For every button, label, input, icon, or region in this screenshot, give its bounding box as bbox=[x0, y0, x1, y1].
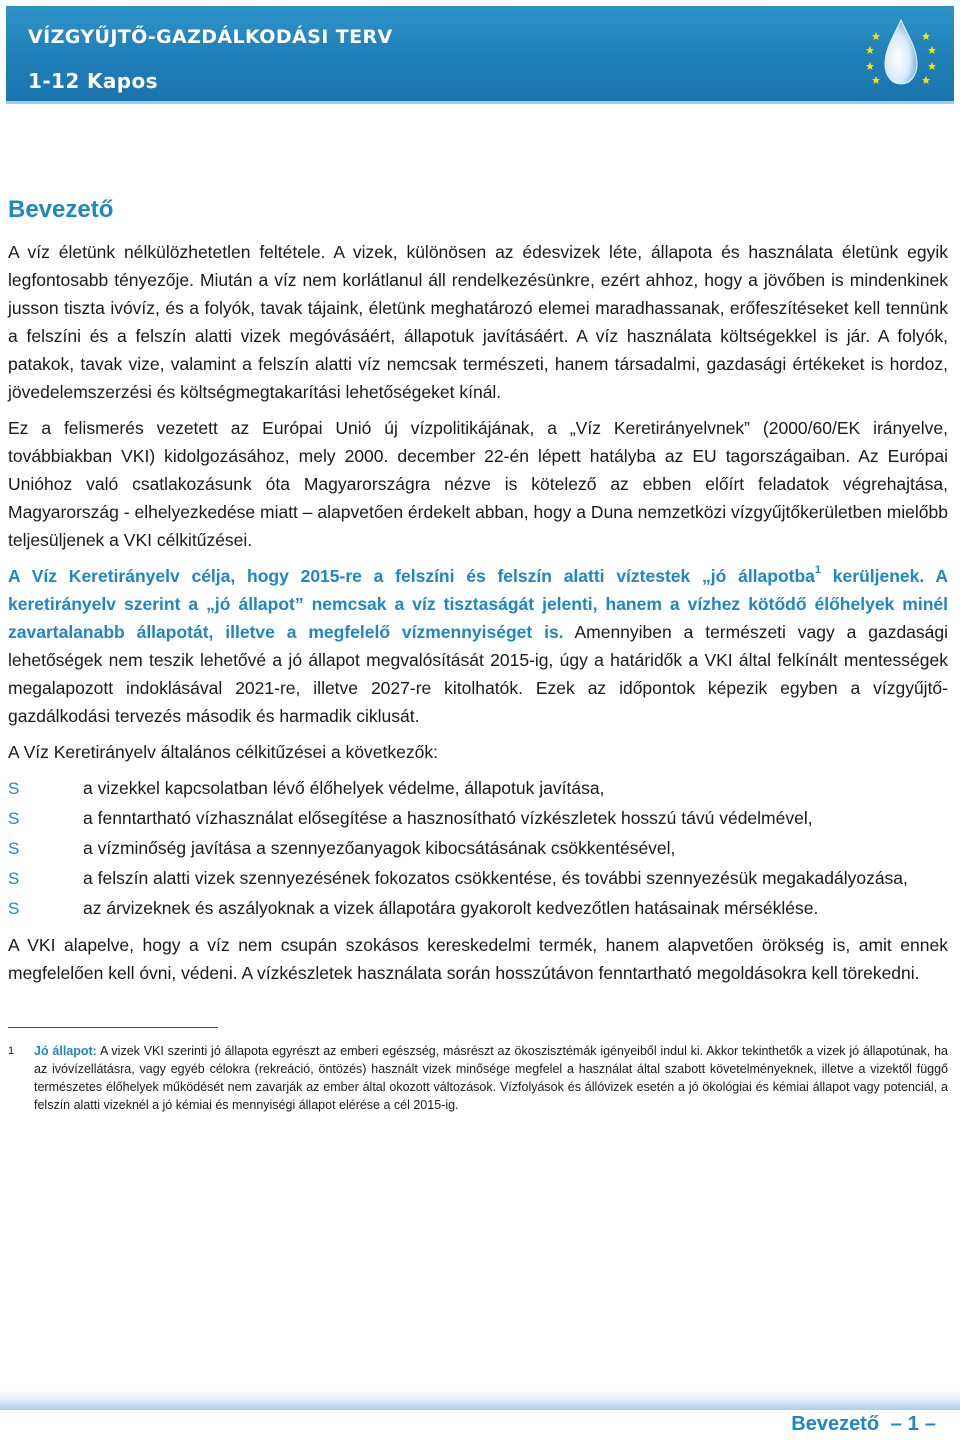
list-item: S a vízminőség javítása a szennyezőanyagok kibocsátásának csökkentésével, bbox=[8, 836, 948, 861]
page-header bbox=[6, 6, 954, 104]
list-item: S az árvizeknek és aszályoknak a vizek állapotára gyakorolt kedvezőtlen hatásainak mérséklése. bbox=[8, 896, 948, 921]
list-item: S a felszín alatti vizek szennyezésének fokozatos csökkentése, és további szennyezésük megakadályozása, bbox=[8, 866, 948, 891]
page-footer bbox=[791, 1413, 942, 1436]
goal-paragraph bbox=[8, 562, 948, 730]
water-drop-bullet-icon: S bbox=[8, 809, 20, 828]
deadline-text: Amennyiben a természeti vagy a gazdasági lehetőségek nem teszik lehetővé a jó állapot megvalósítását 2015-ig, úgy a határidők a VKI által felkínált mentességek megalapozott indoklásával 2021-re, illetve 2027-re kitolhatók. Ezek az időpontok képezik egyben a vízgyűjtő-gazdálkodási tervezés második és harmadik ciklusát. bbox=[8, 622, 949, 726]
footer-dash: – bbox=[924, 1413, 936, 1435]
principle-paragraph: A VKI alapelve, hogy a víz nem csupán szokásos kereskedelmi termék, hanem alapvetően örökség is, amit ennek megfelelően kell óvni, védeni. A vízkészletek használata során hosszútávon fenntartható megoldásokra kell törekedni. bbox=[8, 935, 948, 983]
footnote-term: Jó állapot: bbox=[34, 1044, 97, 1058]
footnote-ref[interactable]: 1 bbox=[814, 564, 822, 577]
water-drop-bullet-icon: S bbox=[8, 899, 20, 918]
main-content bbox=[8, 196, 948, 1114]
section-heading: Bevezető bbox=[8, 196, 114, 223]
water-drop-logo-icon bbox=[858, 12, 944, 98]
water-drop-bullet-icon: S bbox=[8, 779, 20, 798]
goal-statement-bold: A Víz Keretirányelv célja, hogy 2015-re a felszíni és felszín alatti víztestek „jó állapotba bbox=[8, 566, 815, 586]
intro-paragraph: A víz életünk nélkülözhetetlen feltétele. A vizek, különösen az édesvizek léte, állapota és használata életünk egyik legfontosabb tényezője. Miután a víz nem korlátlanul áll rendelkezésünkre, ezért ahhoz, hogy a jövőben is mindenkinek jusson tiszta ivóvíz, és a folyók, tavak tájaink, életünk meghatározó elemei maradhassanak, erőfeszítéseket kell tennünk a felszíni és a felszín alatti vizek megóvásáért, állapotuk javításáért. A víz használata költségekkel is jár. A folyók, patakok, tavak vize, valamint a felszín alatti víz nemcsak természeti, hanem társadalmi, gazdasági értékeket is hordoz, jövedelemszerzési és költségmegtakarítási lehetőségeket kínál. bbox=[8, 242, 948, 402]
water-drop-bullet-icon: S bbox=[8, 869, 20, 888]
list-item: S a vizekkel kapcsolatban lévő élőhelyek védelme, állapotuk javítása, bbox=[8, 776, 948, 801]
basin-name: 1-12 Kapos bbox=[28, 69, 158, 93]
list-item: S a fenntartható vízhasználat elősegítése a hasznosítható vízkészletek hosszú távú védelmével, bbox=[8, 806, 948, 831]
page-number: 1 bbox=[907, 1413, 919, 1435]
objectives-list bbox=[8, 776, 948, 921]
footer-dash: – bbox=[890, 1413, 902, 1435]
document-title: VÍZGYŰJTŐ-GAZDÁLKODÁSI TERV bbox=[28, 26, 393, 48]
footnote bbox=[8, 1042, 948, 1114]
vki-paragraph: Ez a felismerés vezetett az Európai Unió új vízpolitikájának, a „Víz Keretirányelvnek” (2000/60/EK irányelve, továbbiakban VKI) kidolgozásához, mely 2000. december 22-én lépett hatályba az EU tagországaiban. Az Európai Unióhoz való csatlakozásunk óta Magyarországra nézve is kötelező az ebben előírt feladatok végrehajtása, Magyarország - elhelyezkedése miatt – alapvetően érdekelt abban, hogy a Duna nemzetközi vízgyűjtőkerületben mielőbb teljesüljenek a VKI célkitűzései. bbox=[8, 418, 948, 550]
water-drop-bullet-icon: S bbox=[8, 839, 20, 858]
footnote-number: 1 bbox=[8, 1045, 15, 1057]
footnote-text: A vizek VKI szerinti jó állapota egyrészt az emberi egészség, másrészt az ökoszisztémák igényeiből indul ki. Akkor tekinthetők a vizek jó állapotúnak, ha az ivóvízellátásra, vagy egyéb célokra (rekreáció, öntözés) használt vizek minősége megfelel a használat által szabott követelményeknek, illetve a vizektől függő természetes élőhelyek működését nem zavarják az ember által okozott változások. Vízfolyások és állóvizek esetén a jó ökológiai és kémiai állapot vagy potenciál, a felszín alatti vizeknél a jó kémiai és mennyiségi állapot elérése a cél 2015-ig. bbox=[34, 1044, 948, 1112]
footnote-separator bbox=[8, 1027, 218, 1028]
footer-gradient-bar bbox=[0, 1390, 960, 1410]
objectives-intro: A Víz Keretirányelv általános célkitűzései a következők: bbox=[8, 742, 438, 762]
footer-section-name: Bevezető bbox=[791, 1413, 880, 1435]
good-status-definition-bold: kerüljenek. A keretirányelv szerint a „jó állapot” nemcsak a víz tisztaságát jelenti, hanem a vízhez kötődő élőhelyek minél zavartalanabb állapotát, illetve a megfelelő vízmennyiséget is. bbox=[8, 566, 948, 642]
